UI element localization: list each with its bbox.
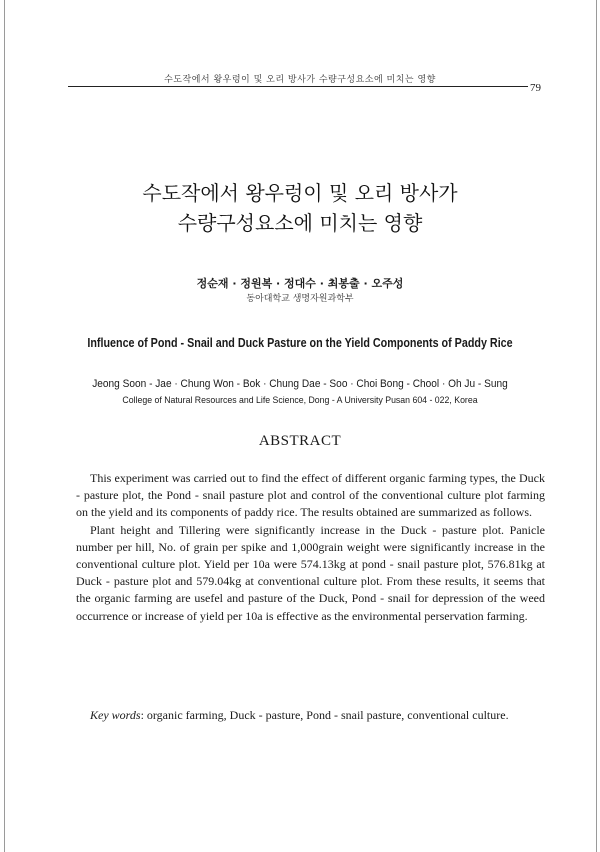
keywords: [76, 707, 545, 724]
abstract-body: [76, 470, 545, 625]
korean-title-line-2: 수량구성요소에 미치는 영향: [177, 211, 423, 235]
keywords-label: Key words: [90, 708, 141, 722]
page-edge-left: [4, 0, 5, 852]
page-edge-right: [596, 0, 597, 852]
page-number: 79: [530, 82, 541, 94]
english-title: Influence of Pond - Snail and Duck Pasture on the Yield Components of Paddy Rice: [87, 336, 513, 350]
header-rule: [68, 86, 528, 87]
abstract-heading: ABSTRACT: [258, 433, 342, 449]
keywords-text: : organic farming, Duck - pasture, Pond - snail pasture, conventional culture.: [140, 708, 509, 722]
korean-title: [0, 178, 600, 238]
korean-authors: 정순재 · 정원복 · 정대수 · 최봉출 · 오주성: [196, 277, 404, 290]
english-authors: Jeong Soon - Jae · Chung Won - Bok · Chung Dae - Soo · Choi Bong - Chool · Oh Ju - Sung: [92, 378, 508, 390]
english-affiliation: College of Natural Resources and Life Science, Dong - A University Pusan 604 - 022, Korea: [122, 395, 478, 406]
abstract-paragraph-2: Plant height and Tillering were significantly increase in the Duck - pasture plot. Panicle number per hill, No. of grain per spike and 1,000grain weight were significantly increase in the conventional culture plot. Yield per 10a were 574.13kg at pond - snail pasture plot, 576.81kg at Duck - pasture plot and 579.04kg at conventional culture plot. From these results, it seems that the organic farming are usefel and pasture of the Duck, Pond - snail for depression of the weed occurrence or increase of yield per 10a is effective as the environmental perservation farming.: [76, 522, 545, 623]
abstract-paragraph-1: This experiment was carried out to find the effect of different organic farming types, the Duck - pasture plot, the Pond - snail pasture plot and control of the conventional culture plot farming on the yield and its components of paddy rice. The results obtained are summarized as follows.: [76, 471, 545, 520]
korean-title-line-1: 수도작에서 왕우렁이 및 오리 방사가: [142, 181, 458, 205]
korean-affiliation: 동아대학교 생명자원과학부: [246, 294, 354, 304]
running-header: 수도작에서 왕우렁이 및 오리 방사가 수량구성요소에 미치는 영향: [164, 75, 436, 85]
